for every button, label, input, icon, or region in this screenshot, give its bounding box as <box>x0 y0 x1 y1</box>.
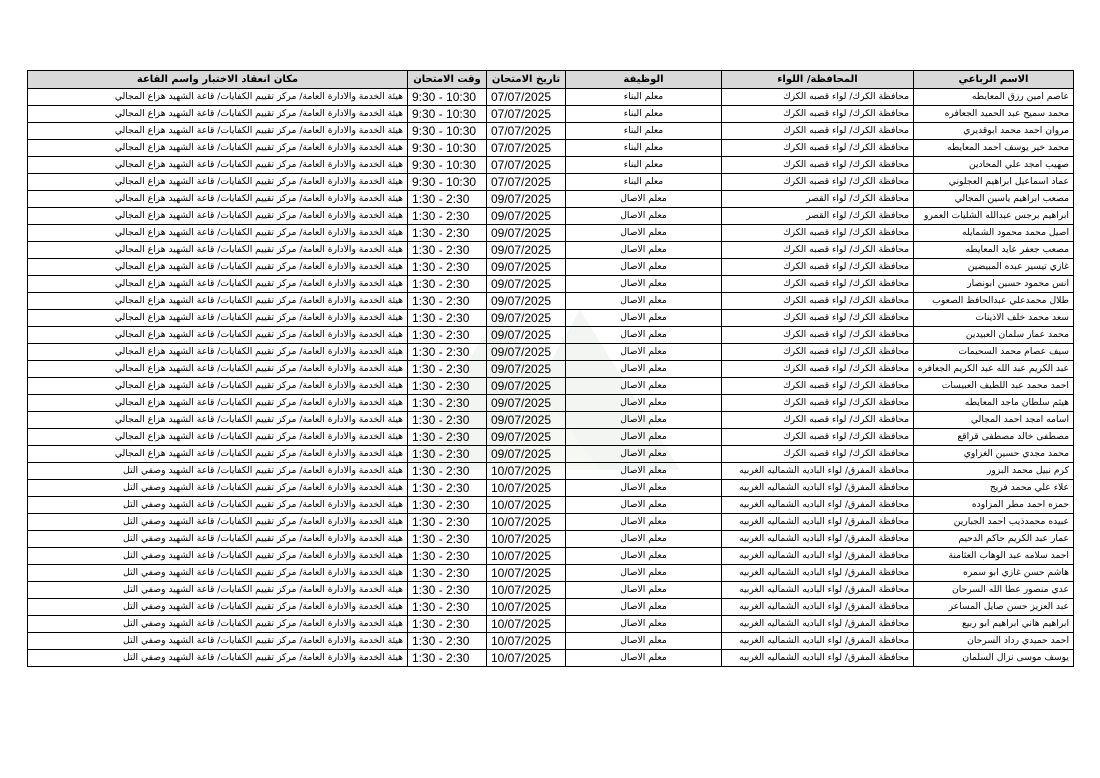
cell-time: 1:30 - 2:30 <box>408 412 487 429</box>
table-row <box>28 378 1074 395</box>
cell-date: 09/07/2025 <box>487 208 566 225</box>
cell-governorate: محافظة الكرك/ لواء قصبه الكرك <box>722 276 914 293</box>
cell-date: 10/07/2025 <box>487 548 566 565</box>
cell-name: احمد محمد عبد اللطيف العبيسات <box>914 378 1074 395</box>
table-header-row <box>28 71 1074 89</box>
cell-job: معلم الاصال <box>566 480 722 497</box>
table-row <box>28 548 1074 565</box>
cell-date: 09/07/2025 <box>487 293 566 310</box>
cell-governorate: محافظة الكرك/ لواء قصبه الكرك <box>722 157 914 174</box>
cell-name: انس محمود حسين ابونصار <box>914 276 1074 293</box>
cell-date: 09/07/2025 <box>487 310 566 327</box>
cell-job: معلم الاصال <box>566 429 722 446</box>
cell-time: 9:30 - 10:30 <box>408 89 487 106</box>
cell-time: 1:30 - 2:30 <box>408 616 487 633</box>
cell-governorate: محافظة الكرك/ لواء القصر <box>722 208 914 225</box>
table-row <box>28 157 1074 174</box>
table-row <box>28 531 1074 548</box>
cell-time: 1:30 - 2:30 <box>408 225 487 242</box>
cell-governorate: محافظة المفرق/ لواء الباديه الشماليه الغربيه <box>722 548 914 565</box>
table-row <box>28 344 1074 361</box>
cell-job: معلم الاصال <box>566 497 722 514</box>
cell-governorate: محافظة الكرك/ لواء قصبه الكرك <box>722 293 914 310</box>
table-row <box>28 225 1074 242</box>
exam-schedule-table <box>27 70 1074 667</box>
cell-date: 09/07/2025 <box>487 395 566 412</box>
header-date: تاريخ الامتحان <box>487 71 566 89</box>
cell-job: معلم الاصال <box>566 276 722 293</box>
cell-date: 07/07/2025 <box>487 106 566 123</box>
table-row <box>28 293 1074 310</box>
cell-job: معلم الاصال <box>566 378 722 395</box>
cell-governorate: محافظة الكرك/ لواء قصبه الكرك <box>722 344 914 361</box>
cell-place: هيئة الخدمة والادارة العامة/ مركز تقييم الكفايات/ قاعة الشهيد هزاع المجالي <box>28 208 408 225</box>
cell-time: 9:30 - 10:30 <box>408 106 487 123</box>
table-row <box>28 242 1074 259</box>
cell-name: اسامه امجد احمد المجالي <box>914 412 1074 429</box>
cell-name: احمد سلامه عبد الوهاب العثامنة <box>914 548 1074 565</box>
cell-date: 10/07/2025 <box>487 463 566 480</box>
table-row <box>28 565 1074 582</box>
cell-name: هاشم حسن غازي ابو سمره <box>914 565 1074 582</box>
cell-place: هيئة الخدمة والادارة العامة/ مركز تقييم الكفايات/ قاعة الشهيد هزاع المجالي <box>28 344 408 361</box>
cell-name: ابراهيم برجس عبدالله الشليات العمرو <box>914 208 1074 225</box>
cell-governorate: محافظة الكرك/ لواء قصبه الكرك <box>722 259 914 276</box>
cell-time: 1:30 - 2:30 <box>408 242 487 259</box>
cell-job: معلم الاصال <box>566 633 722 650</box>
cell-place: هيئة الخدمة والادارة العامة/ مركز تقييم الكفايات/ قاعة الشهيد هزاع المجالي <box>28 242 408 259</box>
cell-name: عبد الكريم عبد الله عبد الكريم الجعافره <box>914 361 1074 378</box>
cell-place: هيئة الخدمة والادارة العامة/ مركز تقييم الكفايات/ قاعة الشهيد هزاع المجالي <box>28 412 408 429</box>
cell-name: علاء علي محمد فريج <box>914 480 1074 497</box>
cell-time: 1:30 - 2:30 <box>408 446 487 463</box>
cell-place: هيئة الخدمة والادارة العامة/ مركز تقييم الكفايات/ قاعة الشهيد هزاع المجالي <box>28 446 408 463</box>
cell-governorate: محافظة المفرق/ لواء الباديه الشماليه الغربيه <box>722 650 914 667</box>
table-row <box>28 497 1074 514</box>
cell-name: عماد اسماعيل ابراهيم العجلوني <box>914 174 1074 191</box>
cell-place: هيئة الخدمة والادارة العامة/ مركز تقييم الكفايات/ قاعة الشهيد هزاع المجالي <box>28 225 408 242</box>
cell-place: هيئة الخدمة والادارة العامة/ مركز تقييم الكفايات/ قاعة الشهيد هزاع المجالي <box>28 378 408 395</box>
header-time: وقت الامتحان <box>408 71 487 89</box>
table-row <box>28 514 1074 531</box>
cell-name: سيف عصام محمد السحيمات <box>914 344 1074 361</box>
cell-date: 09/07/2025 <box>487 327 566 344</box>
cell-governorate: محافظة الكرك/ لواء قصبه الكرك <box>722 140 914 157</box>
cell-governorate: محافظة الكرك/ لواء قصبه الكرك <box>722 174 914 191</box>
cell-date: 10/07/2025 <box>487 616 566 633</box>
cell-place: هيئة الخدمة والادارة العامة/ مركز تقييم الكفايات/ قاعة الشهيد وصفي التل <box>28 582 408 599</box>
cell-place: هيئة الخدمة والادارة العامة/ مركز تقييم الكفايات/ قاعة الشهيد وصفي التل <box>28 565 408 582</box>
cell-place: هيئة الخدمة والادارة العامة/ مركز تقييم الكفايات/ قاعة الشهيد وصفي التل <box>28 616 408 633</box>
cell-time: 9:30 - 10:30 <box>408 140 487 157</box>
cell-job: معلم الاصال <box>566 361 722 378</box>
cell-job: معلم البناء <box>566 174 722 191</box>
cell-date: 09/07/2025 <box>487 242 566 259</box>
cell-job: معلم الاصال <box>566 412 722 429</box>
cell-job: معلم الاصال <box>566 327 722 344</box>
cell-name: محمد عمار سلمان العبيدين <box>914 327 1074 344</box>
cell-date: 09/07/2025 <box>487 378 566 395</box>
cell-governorate: محافظة الكرك/ لواء قصبه الكرك <box>722 429 914 446</box>
cell-place: هيئة الخدمة والادارة العامة/ مركز تقييم الكفايات/ قاعة الشهيد وصفي التل <box>28 633 408 650</box>
cell-job: معلم الاصال <box>566 208 722 225</box>
cell-place: هيئة الخدمة والادارة العامة/ مركز تقييم الكفايات/ قاعة الشهيد وصفي التل <box>28 497 408 514</box>
cell-date: 07/07/2025 <box>487 157 566 174</box>
cell-date: 09/07/2025 <box>487 446 566 463</box>
cell-governorate: محافظة الكرك/ لواء قصبه الكرك <box>722 225 914 242</box>
cell-governorate: محافظة الكرك/ لواء قصبه الكرك <box>722 89 914 106</box>
cell-time: 1:30 - 2:30 <box>408 514 487 531</box>
cell-name: عدي منصور عطا الله السرحان <box>914 582 1074 599</box>
cell-job: معلم البناء <box>566 89 722 106</box>
cell-name: سعد محمد خلف الاذينات <box>914 310 1074 327</box>
cell-place: هيئة الخدمة والادارة العامة/ مركز تقييم الكفايات/ قاعة الشهيد هزاع المجالي <box>28 140 408 157</box>
cell-job: معلم الاصال <box>566 616 722 633</box>
table-row <box>28 140 1074 157</box>
cell-time: 1:30 - 2:30 <box>408 497 487 514</box>
cell-date: 09/07/2025 <box>487 191 566 208</box>
cell-date: 09/07/2025 <box>487 429 566 446</box>
cell-time: 1:30 - 2:30 <box>408 191 487 208</box>
cell-job: معلم الاصال <box>566 650 722 667</box>
cell-governorate: محافظة الكرك/ لواء القصر <box>722 191 914 208</box>
cell-name: احمد حميدي رداد السرحان <box>914 633 1074 650</box>
cell-name: حمزه احمد مطر المزاوده <box>914 497 1074 514</box>
cell-date: 07/07/2025 <box>487 174 566 191</box>
cell-job: معلم البناء <box>566 123 722 140</box>
cell-time: 1:30 - 2:30 <box>408 531 487 548</box>
cell-date: 07/07/2025 <box>487 89 566 106</box>
table-row <box>28 310 1074 327</box>
cell-place: هيئة الخدمة والادارة العامة/ مركز تقييم الكفايات/ قاعة الشهيد هزاع المجالي <box>28 89 408 106</box>
table-row <box>28 174 1074 191</box>
cell-place: هيئة الخدمة والادارة العامة/ مركز تقييم الكفايات/ قاعة الشهيد وصفي التل <box>28 599 408 616</box>
table-row <box>28 446 1074 463</box>
cell-place: هيئة الخدمة والادارة العامة/ مركز تقييم الكفايات/ قاعة الشهيد هزاع المجالي <box>28 123 408 140</box>
header-job: الوظيفة <box>566 71 722 89</box>
cell-governorate: محافظة المفرق/ لواء الباديه الشماليه الغربيه <box>722 514 914 531</box>
table-row <box>28 191 1074 208</box>
cell-governorate: محافظة الكرك/ لواء قصبه الكرك <box>722 446 914 463</box>
cell-governorate: محافظة الكرك/ لواء قصبه الكرك <box>722 327 914 344</box>
cell-time: 1:30 - 2:30 <box>408 463 487 480</box>
cell-time: 1:30 - 2:30 <box>408 276 487 293</box>
exam-schedule-sheet <box>27 70 1073 667</box>
table-row <box>28 650 1074 667</box>
cell-job: معلم الاصال <box>566 446 722 463</box>
cell-place: هيئة الخدمة والادارة العامة/ مركز تقييم الكفايات/ قاعة الشهيد هزاع المجالي <box>28 191 408 208</box>
cell-governorate: محافظة المفرق/ لواء الباديه الشماليه الغربيه <box>722 633 914 650</box>
table-row <box>28 106 1074 123</box>
cell-name: محمد خير يوسف احمد المعايطه <box>914 140 1074 157</box>
cell-date: 10/07/2025 <box>487 633 566 650</box>
cell-name: محمد سميح عبد الحميد الجعافره <box>914 106 1074 123</box>
cell-time: 1:30 - 2:30 <box>408 582 487 599</box>
cell-place: هيئة الخدمة والادارة العامة/ مركز تقييم الكفايات/ قاعة الشهيد هزاع المجالي <box>28 157 408 174</box>
table-row <box>28 480 1074 497</box>
cell-job: معلم الاصال <box>566 242 722 259</box>
cell-date: 09/07/2025 <box>487 412 566 429</box>
cell-job: معلم الاصال <box>566 225 722 242</box>
header-governorate: المحافظة/ اللواء <box>722 71 914 89</box>
cell-name: طلال محمدعلي عبدالحافظ الصعوب <box>914 293 1074 310</box>
cell-date: 09/07/2025 <box>487 259 566 276</box>
cell-job: معلم الاصال <box>566 259 722 276</box>
cell-date: 07/07/2025 <box>487 140 566 157</box>
table-row <box>28 89 1074 106</box>
cell-date: 10/07/2025 <box>487 582 566 599</box>
cell-place: هيئة الخدمة والادارة العامة/ مركز تقييم الكفايات/ قاعة الشهيد هزاع المجالي <box>28 429 408 446</box>
cell-job: معلم الاصال <box>566 463 722 480</box>
cell-date: 09/07/2025 <box>487 276 566 293</box>
header-name: الاسم الرباعي <box>914 71 1074 89</box>
cell-place: هيئة الخدمة والادارة العامة/ مركز تقييم الكفايات/ قاعة الشهيد وصفي التل <box>28 531 408 548</box>
cell-time: 1:30 - 2:30 <box>408 650 487 667</box>
cell-name: عاصم امين رزق المعايطه <box>914 89 1074 106</box>
table-row <box>28 582 1074 599</box>
cell-time: 1:30 - 2:30 <box>408 344 487 361</box>
cell-date: 10/07/2025 <box>487 650 566 667</box>
cell-place: هيئة الخدمة والادارة العامة/ مركز تقييم الكفايات/ قاعة الشهيد هزاع المجالي <box>28 174 408 191</box>
cell-date: 07/07/2025 <box>487 123 566 140</box>
cell-name: يوسف موسى نزال السلمان <box>914 650 1074 667</box>
cell-time: 1:30 - 2:30 <box>408 599 487 616</box>
cell-name: غازي تيسير عبده المبيضين <box>914 259 1074 276</box>
cell-job: معلم الاصال <box>566 565 722 582</box>
cell-name: محمد مجدي حسين الغزاوي <box>914 446 1074 463</box>
table-body <box>28 89 1074 667</box>
cell-place: هيئة الخدمة والادارة العامة/ مركز تقييم الكفايات/ قاعة الشهيد هزاع المجالي <box>28 106 408 123</box>
table-row <box>28 412 1074 429</box>
cell-name: عمار عبد الكريم حاكم الدحيم <box>914 531 1074 548</box>
cell-job: معلم الاصال <box>566 531 722 548</box>
cell-name: اصيل محمد محمود الشمايله <box>914 225 1074 242</box>
cell-time: 9:30 - 10:30 <box>408 123 487 140</box>
cell-governorate: محافظة الكرك/ لواء قصبه الكرك <box>722 310 914 327</box>
cell-time: 1:30 - 2:30 <box>408 429 487 446</box>
cell-time: 1:30 - 2:30 <box>408 395 487 412</box>
cell-date: 10/07/2025 <box>487 565 566 582</box>
cell-governorate: محافظة الكرك/ لواء قصبه الكرك <box>722 412 914 429</box>
cell-job: معلم الاصال <box>566 582 722 599</box>
cell-job: معلم الاصال <box>566 514 722 531</box>
table-row <box>28 259 1074 276</box>
cell-time: 1:30 - 2:30 <box>408 633 487 650</box>
cell-place: هيئة الخدمة والادارة العامة/ مركز تقييم الكفايات/ قاعة الشهيد هزاع المجالي <box>28 395 408 412</box>
table-row <box>28 208 1074 225</box>
cell-name: كرم نبيل محمد البزور <box>914 463 1074 480</box>
cell-name: مروان احمد محمد ابوقديري <box>914 123 1074 140</box>
cell-governorate: محافظة الكرك/ لواء قصبه الكرك <box>722 378 914 395</box>
cell-time: 1:30 - 2:30 <box>408 327 487 344</box>
table-row <box>28 616 1074 633</box>
cell-governorate: محافظة الكرك/ لواء قصبه الكرك <box>722 361 914 378</box>
cell-place: هيئة الخدمة والادارة العامة/ مركز تقييم الكفايات/ قاعة الشهيد وصفي التل <box>28 650 408 667</box>
cell-job: معلم البناء <box>566 140 722 157</box>
table-row <box>28 633 1074 650</box>
cell-place: هيئة الخدمة والادارة العامة/ مركز تقييم الكفايات/ قاعة الشهيد هزاع المجالي <box>28 259 408 276</box>
cell-date: 09/07/2025 <box>487 344 566 361</box>
cell-date: 10/07/2025 <box>487 599 566 616</box>
cell-job: معلم الاصال <box>566 293 722 310</box>
cell-job: معلم البناء <box>566 157 722 174</box>
table-row <box>28 327 1074 344</box>
cell-place: هيئة الخدمة والادارة العامة/ مركز تقييم الكفايات/ قاعة الشهيد وصفي التل <box>28 480 408 497</box>
cell-governorate: محافظة المفرق/ لواء الباديه الشماليه الغربيه <box>722 599 914 616</box>
cell-time: 1:30 - 2:30 <box>408 565 487 582</box>
cell-time: 1:30 - 2:30 <box>408 293 487 310</box>
cell-time: 9:30 - 10:30 <box>408 157 487 174</box>
table-row <box>28 599 1074 616</box>
cell-place: هيئة الخدمة والادارة العامة/ مركز تقييم الكفايات/ قاعة الشهيد هزاع المجالي <box>28 310 408 327</box>
cell-governorate: محافظة الكرك/ لواء قصبه الكرك <box>722 123 914 140</box>
cell-job: معلم الاصال <box>566 191 722 208</box>
cell-place: هيئة الخدمة والادارة العامة/ مركز تقييم الكفايات/ قاعة الشهيد وصفي التل <box>28 463 408 480</box>
cell-name: صهيب امجد علي المحادين <box>914 157 1074 174</box>
cell-place: هيئة الخدمة والادارة العامة/ مركز تقييم الكفايات/ قاعة الشهيد هزاع المجالي <box>28 276 408 293</box>
cell-governorate: محافظة المفرق/ لواء الباديه الشماليه الغربيه <box>722 480 914 497</box>
cell-governorate: محافظة المفرق/ لواء الباديه الشماليه الغربيه <box>722 616 914 633</box>
cell-date: 10/07/2025 <box>487 497 566 514</box>
cell-governorate: محافظة المفرق/ لواء الباديه الشماليه الغربيه <box>722 497 914 514</box>
cell-governorate: محافظة المفرق/ لواء الباديه الشماليه الغربيه <box>722 531 914 548</box>
cell-place: هيئة الخدمة والادارة العامة/ مركز تقييم الكفايات/ قاعة الشهيد وصفي التل <box>28 548 408 565</box>
cell-time: 1:30 - 2:30 <box>408 548 487 565</box>
table-row <box>28 123 1074 140</box>
cell-time: 1:30 - 2:30 <box>408 208 487 225</box>
cell-name: ابراهيم هاني ابراهيم ابو ربيع <box>914 616 1074 633</box>
cell-time: 1:30 - 2:30 <box>408 378 487 395</box>
cell-time: 9:30 - 10:30 <box>408 174 487 191</box>
cell-name: عبيده محمدذيب احمد الجبارين <box>914 514 1074 531</box>
cell-job: معلم الاصال <box>566 395 722 412</box>
table-row <box>28 395 1074 412</box>
cell-date: 10/07/2025 <box>487 480 566 497</box>
cell-governorate: محافظة الكرك/ لواء قصبه الكرك <box>722 106 914 123</box>
cell-governorate: محافظة الكرك/ لواء قصبه الكرك <box>722 395 914 412</box>
cell-name: عبد العزيز حسن صايل المساعر <box>914 599 1074 616</box>
cell-date: 10/07/2025 <box>487 514 566 531</box>
cell-job: معلم الاصال <box>566 548 722 565</box>
cell-place: هيئة الخدمة والادارة العامة/ مركز تقييم الكفايات/ قاعة الشهيد هزاع المجالي <box>28 293 408 310</box>
cell-time: 1:30 - 2:30 <box>408 259 487 276</box>
cell-time: 1:30 - 2:30 <box>408 480 487 497</box>
cell-place: هيئة الخدمة والادارة العامة/ مركز تقييم الكفايات/ قاعة الشهيد هزاع المجالي <box>28 327 408 344</box>
cell-time: 1:30 - 2:30 <box>408 361 487 378</box>
cell-time: 1:30 - 2:30 <box>408 310 487 327</box>
table-row <box>28 361 1074 378</box>
cell-place: هيئة الخدمة والادارة العامة/ مركز تقييم الكفايات/ قاعة الشهيد هزاع المجالي <box>28 361 408 378</box>
cell-name: مصطفى خالد مصطفى قراقع <box>914 429 1074 446</box>
cell-job: معلم الاصال <box>566 310 722 327</box>
table-row <box>28 429 1074 446</box>
cell-date: 09/07/2025 <box>487 225 566 242</box>
cell-job: معلم البناء <box>566 106 722 123</box>
cell-name: مصعب ابراهيم ياسين المجالي <box>914 191 1074 208</box>
cell-date: 09/07/2025 <box>487 361 566 378</box>
table-row <box>28 276 1074 293</box>
cell-governorate: محافظة المفرق/ لواء الباديه الشماليه الغربيه <box>722 565 914 582</box>
header-place: مكان انعقاد الاختبار واسم القاعة <box>28 71 408 89</box>
cell-place: هيئة الخدمة والادارة العامة/ مركز تقييم الكفايات/ قاعة الشهيد وصفي التل <box>28 514 408 531</box>
cell-name: مصعب جعفر عايد المعايطه <box>914 242 1074 259</box>
cell-name: هيثم سلطان ماجد المعايطه <box>914 395 1074 412</box>
cell-governorate: محافظة المفرق/ لواء الباديه الشماليه الغربيه <box>722 582 914 599</box>
cell-governorate: محافظة المفرق/ لواء الباديه الشماليه الغربيه <box>722 463 914 480</box>
table-row <box>28 463 1074 480</box>
cell-date: 10/07/2025 <box>487 531 566 548</box>
cell-job: معلم الاصال <box>566 344 722 361</box>
cell-governorate: محافظة الكرك/ لواء قصبه الكرك <box>722 242 914 259</box>
cell-job: معلم الاصال <box>566 599 722 616</box>
